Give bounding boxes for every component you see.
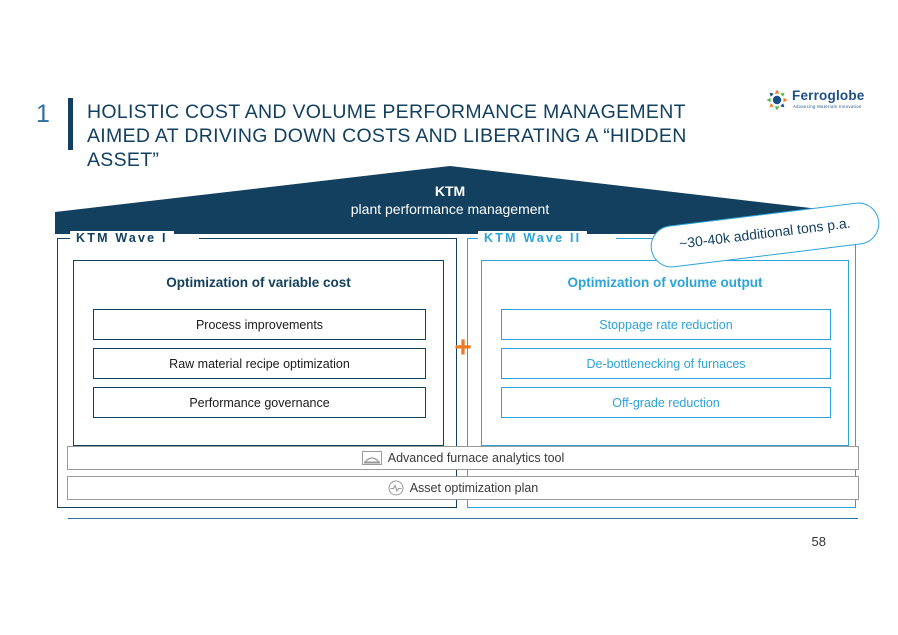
wave-1-item-2[interactable]: Raw material recipe optimization [93, 348, 426, 379]
wave-2-item-1[interactable]: Stoppage rate reduction [501, 309, 831, 340]
wave-1-top-border-left [57, 238, 71, 239]
wave-2-item-3[interactable]: Off-grade reduction [501, 387, 831, 418]
page-title-line-1: HOLISTIC COST AND VOLUME PERFORMANCE MANAGEMENT [87, 101, 686, 123]
wave-1-top-border-right [199, 238, 457, 239]
callout-text: ~30-40k additional tons p.a. [678, 214, 852, 252]
foundation-bar-1[interactable] [67, 446, 859, 470]
slide-section-number: 1 [36, 100, 50, 128]
page-number: 58 [811, 534, 826, 549]
plus-connector-icon: + [454, 331, 472, 364]
wave-1-heading: Optimization of variable cost [166, 275, 351, 290]
wave-2-label: KTM Wave II [478, 231, 587, 245]
wave-1-label: KTM Wave I [70, 231, 174, 245]
footer-divider [68, 518, 858, 519]
foundation-bar-1-label: Advanced furnace analytics tool [387, 451, 565, 465]
roof-title: KTM [434, 183, 466, 199]
title-accent-bar [68, 98, 73, 150]
foundation-bar-2[interactable] [67, 476, 859, 500]
pulse-icon [388, 480, 404, 496]
foundation-bar-2-label: Asset optimization plan [409, 481, 539, 495]
brand-logo [766, 88, 876, 122]
furnace-icon [362, 451, 382, 465]
wave-1-item-3[interactable]: Performance governance [93, 387, 426, 418]
wave-2-heading: Optimization of volume output [567, 275, 763, 290]
wave-1-content-box [73, 260, 444, 446]
roof-subtitle: plant performance management [350, 201, 550, 217]
ferroglobe-logo-icon [766, 89, 788, 111]
roof-label [55, 182, 845, 218]
page-title-line-2: AIMED AT DRIVING DOWN COSTS AND LIBERATING A “HIDDEN ASSET” [87, 125, 687, 171]
logo-tagline: Advancing Materials Innovation [793, 104, 862, 109]
wave-2-content-box [481, 260, 849, 446]
wave-2-item-2[interactable]: De-bottlenecking of furnaces [501, 348, 831, 379]
logo-wordmark: Ferroglobe [792, 88, 865, 103]
page-title [87, 100, 727, 172]
wave-1-item-1[interactable]: Process improvements [93, 309, 426, 340]
